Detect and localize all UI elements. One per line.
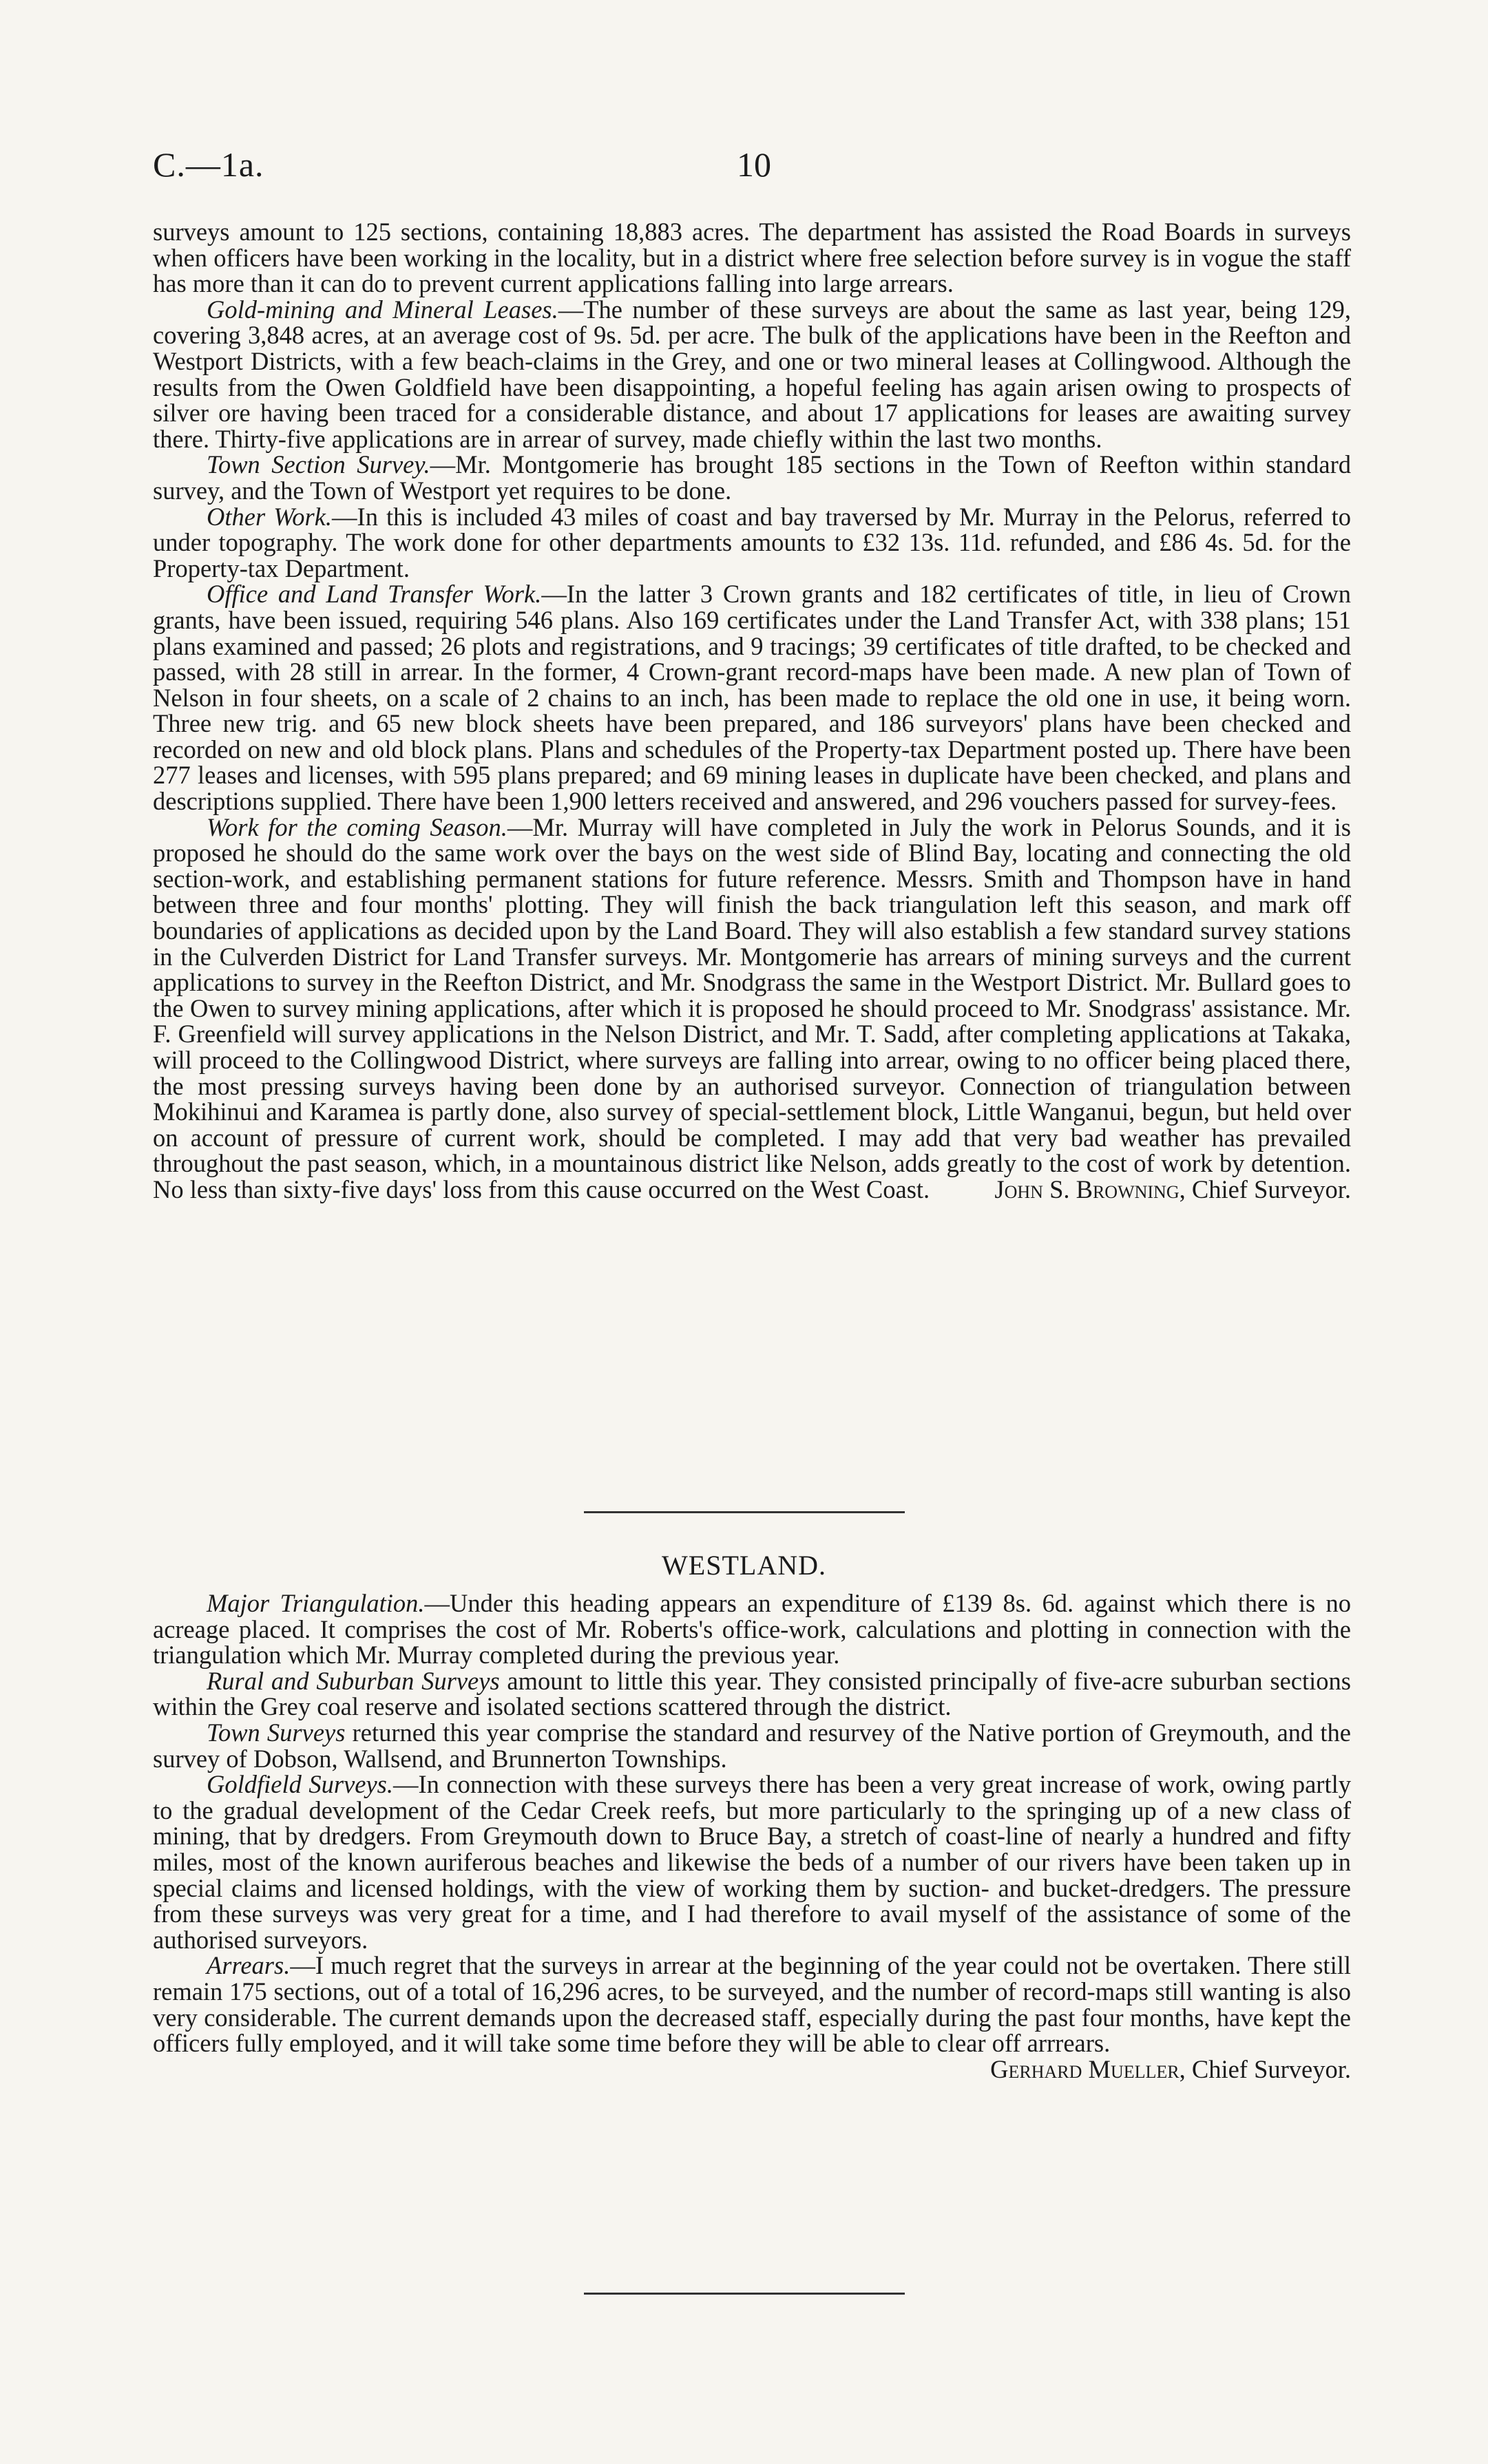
paragraph-rural-surveys: Rural and Suburban Surveys amount to little this year. They consisted principally of five-acre suburban sections within the Grey coal reserve and isolated sections scattered through the district.	[153, 1666, 1351, 1721]
paragraph-town-section: Town Section Survey.—Mr. Montgomerie has brought 185 sections in the Town of Reefton within standard survey, and the Town of Westport yet requires to be done.	[153, 450, 1351, 505]
paragraph-surveys-continued: surveys amount to 125 sections, containing 18,883 acres. The department has assisted the Road Boards in surveys when officers have been working in the locality, but in a district where free selection before survey is in vogue the staff has more than it can do to prevent current applications falling into large arrears.	[153, 218, 1351, 298]
heading-goldfield-surveys: Goldfield Surveys.	[207, 1770, 394, 1799]
heading-gold-mining: Gold-mining and Mineral Leases.	[207, 295, 558, 324]
heading-rural-surveys: Rural and Suburban Surveys	[207, 1666, 500, 1695]
signature-mueller: Gerhard Mueller, Chief Surveyor.	[990, 2054, 1351, 2083]
signature-browning: John S. Browning, Chief Surveyor.	[994, 1175, 1351, 1203]
section-title-westland: WESTLAND.	[662, 1550, 826, 1581]
nelson-report	[153, 219, 1351, 1203]
page-number: 10	[737, 145, 771, 184]
heading-town-surveys: Town Surveys	[207, 1718, 346, 1747]
paragraph-gold-mining: Gold-mining and Mineral Leases.—The number of these surveys are about the same as last year, being 129, covering 3,848 acres, at an average cost of 9s. 5d. per acre. The bulk of the applications have been in the Reefton and Westport Districts, with a few beach-claims in the Grey, and one or two mineral leases at Collingwood. Although the results from the Owen Goldfield have been disappointing, a hopeful feeling has again arisen owing to prospects of silver ore having been traced for a considerable distance, and about 17 applications for leases are awaiting survey there. Thirty-five applications are in arrear of survey, made chiefly within the last two months.	[153, 295, 1352, 453]
paragraph-arrears: Arrears.—I much regret that the surveys in arrear at the beginning of the year could not be overtaken. There still remain 175 sections, out of a total of 16,296 acres, to be surveyed, and the number of record-maps still wanting is also very considerable. The current demands upon the decreased staff, especially during the past four months, have kept the officers fully employed, and it will take some time before they will be able to clear off arrrears.	[153, 1951, 1351, 2058]
paragraph-office-work: Office and Land Transfer Work.—In the latter 3 Crown grants and 182 certificates of title, in lieu of Crown grants, have been issued, requiring 546 plans. Also 169 certificates under the Land Transfer Act, with 338 plans; 151 plans examined and passed; 26 plots and registrations, and 9 tracings; 39 certificates of title drafted, to be checked and passed, with 28 still in arrear. In the former, 4 Crown-grant record-maps have been made. A new plan of Town of Nelson in four sheets, on a scale of 2 chains to an inch, has been made to replace the old one in use, it being worn. Three new trig. and 65 new block sheets have been prepared, and 186 surveyors' plans have been checked and recorded on new and old block plans. Plans and schedules of the Property-tax Department posted up. There have been 277 leases and licenses, with 595 plans prepared; and 69 mining leases in duplicate have been checked, and plans and descriptions supplied. There have been 1,900 letters received and answered, and 296 vouchers passed for survey-fees.	[153, 580, 1351, 816]
heading-arrears: Arrears.	[207, 1951, 291, 1980]
end-divider	[584, 2293, 905, 2295]
paragraph-goldfield-surveys: Goldfield Surveys.—In connection with these surveys there has been a very great increase of work, owing partly to the gradual development of the Cedar Creek reefs, but more particularly to the springing up of a new class of mining, that by dredgers. From Greymouth down to Bruce Bay, a stretch of coast-line of nearly a hundred and fifty miles, most of the known auriferous beaches and likewise the beds of a number of our rivers have been taken up in special claims and licensed holdings, with the view of working them by suction- and bucket-dredgers. The pressure from these surveys was very great for a time, and I had therefore to avail myself of the assistance of some of the authorised surveyors.	[153, 1770, 1351, 1954]
heading-major-triangulation: Major Triangulation.	[207, 1589, 425, 1617]
paragraph-town-surveys: Town Surveys returned this year comprise the standard and resurvey of the Native portion of Greymouth, and the survey of Dobson, Wallsend, and Brunnerton Townships.	[153, 1718, 1351, 1773]
section-divider	[584, 1511, 905, 1513]
heading-other-work: Other Work.	[207, 502, 333, 531]
paragraph-other-work: Other Work.—In this is included 43 miles of coast and bay traversed by Mr. Murray in the Pelorus, referred to under topography. The work done for other departments amounts to £32 13s. 11d. refunded, and £86 4s. 5d. for the Property-tax Department.	[153, 502, 1351, 582]
heading-office-work: Office and Land Transfer Work.	[207, 580, 542, 609]
paragraph-coming-season: Work for the coming Season.—Mr. Murray will have completed in July the work in Pelorus Sounds, and it is proposed he should do the same work over the bays on the west side of Blind Bay, locating and connecting the old section-work, and establishing permanent stations for future reference. Messrs. Smith and Thompson have in hand between three and four months' plotting. They will finish the back triangulation left this season, and mark off boundaries of applications as decided upon by the Land Board. They will also establish a few standard survey stations in the Culverden District for Land Transfer surveys. Mr. Montgomerie has arrears of mining surveys and the current applications to survey in the Reefton District, and Mr. Snodgrass the same in the Westport District. Mr. Bullard goes to the Owen to survey mining applications, after which it is proposed he should proceed to Mr. Snodgrass' assistance. Mr. F. Greenfield will survey applications in the Nelson District, and Mr. T. Sadd, after completing applications at Takaka, will proceed to the Collingwood District, where surveys are falling into arrear, owing to no officer being placed there, the most pressing surveys having been done by an authorised surveyor. Connection of triangulation between Mokihinui and Karamea is partly done, also survey of special-settlement block, Little Wanganui, begun, but held over on account of pressure of current work, should be completed. I may add that very bad weather has prevailed throughout the past season, which, in a mountainous district like Nelson, adds greatly to the cost of work by detention. No less than sixty-five days' loss from this cause occurred on the West Coast. John S. Browning, Chief Surveyor.	[153, 812, 1351, 1203]
heading-town-section: Town Section Survey.	[207, 450, 430, 479]
paragraph-major-triangulation: Major Triangulation.—Under this heading appears an expenditure of £139 8s. 6d. against which there is no acreage placed. It comprises the cost of Mr. Roberts's office-work, calculations and plotting in connection with the triangulation which Mr. Murray completed during the previous year.	[153, 1589, 1351, 1670]
document-code: C.—1a.	[153, 145, 264, 184]
heading-coming-season: Work for the coming Season.	[207, 812, 507, 841]
westland-report	[153, 1590, 1351, 2082]
